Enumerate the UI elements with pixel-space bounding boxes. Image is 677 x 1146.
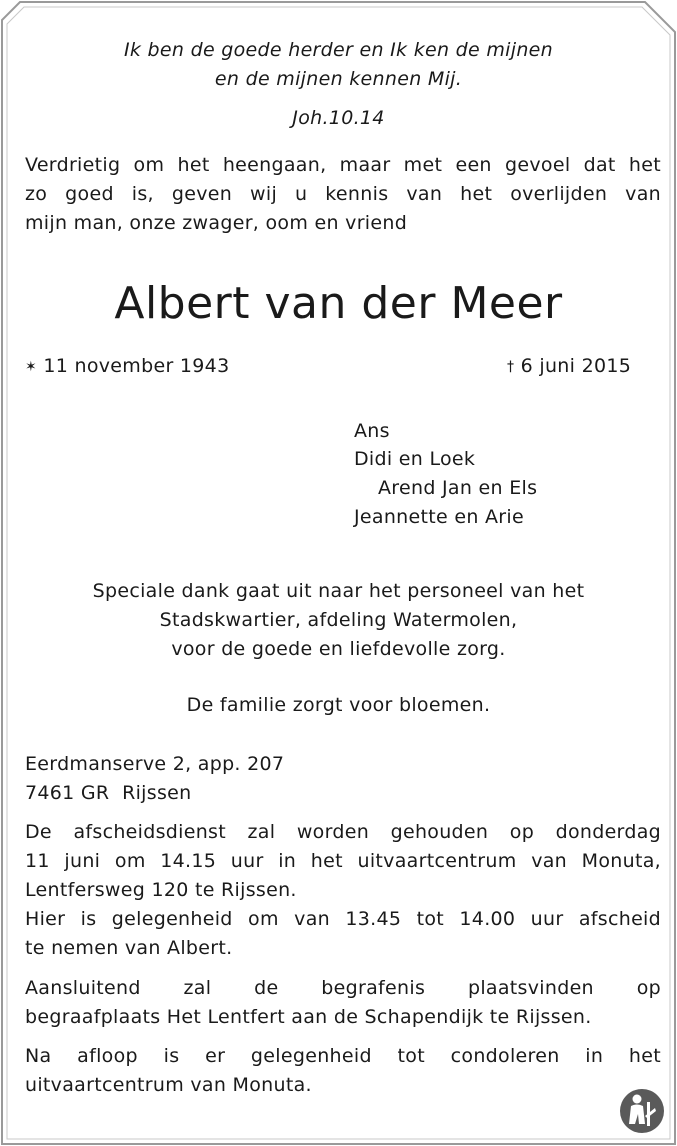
thanks-line: Speciale dank gaat uit naar het personeel van het bbox=[92, 580, 585, 602]
thanks-line: Stadskwartier, afdeling Watermolen, bbox=[159, 609, 518, 631]
condolence-line: uitvaartcentrum van Monuta. bbox=[25, 1074, 312, 1096]
family-member: Ans bbox=[354, 420, 390, 442]
service-line: De afscheidsdienst zal worden gehouden op donderdag bbox=[25, 821, 661, 843]
address-line-2: 7461 GR Rijssen bbox=[25, 782, 192, 804]
verse-line-2: en de mijnen kennen Mij. bbox=[214, 68, 463, 90]
flowers-note: De familie zorgt voor bloemen. bbox=[186, 694, 491, 716]
address-line-1: Eerdmanserve 2, app. 207 bbox=[25, 753, 285, 775]
thanks-line: voor de goede en liefdevolle zorg. bbox=[171, 638, 506, 660]
deceased-name: Albert van der Meer bbox=[114, 278, 563, 329]
service-line: 11 juni om 14.15 uur in het uitvaartcentrum van Monuta, bbox=[25, 850, 661, 872]
verse-line-1: Ik ben de goede herder en Ik ken de mijnen bbox=[124, 39, 553, 61]
farewell-line: te nemen van Albert. bbox=[25, 937, 233, 959]
publisher-logo-icon bbox=[617, 1086, 667, 1136]
intro-line: mijn man, onze zwager, oom en vriend bbox=[25, 212, 408, 234]
death-date-line bbox=[507, 352, 631, 382]
death-cross-icon: † bbox=[507, 359, 515, 375]
burial-line: begraafplaats Het Lentfert aan de Schapendijk te Rijssen. bbox=[25, 1006, 592, 1028]
family-member: Didi en Loek bbox=[354, 448, 476, 470]
family-member: Arend Jan en Els bbox=[378, 477, 538, 499]
birth-date: 11 november 1943 bbox=[43, 355, 230, 377]
service-line: Lentfersweg 120 te Rijssen. bbox=[25, 879, 297, 901]
intro-paragraph bbox=[25, 151, 661, 238]
burial-paragraph bbox=[25, 974, 661, 1032]
family-member: Jeannette en Arie bbox=[354, 506, 524, 528]
intro-line: zo goed is, geven wij u kennis van het overlijden van bbox=[25, 183, 661, 205]
death-date: 6 juni 2015 bbox=[520, 355, 632, 377]
condolence-line: Na afloop is er gelegenheid tot condoleren in het bbox=[25, 1045, 661, 1067]
birth-date-line bbox=[25, 352, 229, 382]
birth-star-icon: ✶ bbox=[25, 359, 38, 375]
service-paragraph bbox=[25, 818, 661, 963]
burial-line: Aansluitend zal de begrafenis plaatsvinden op bbox=[25, 977, 661, 999]
intro-line: Verdrietig om het heengaan, maar met een gevoel dat het bbox=[25, 154, 661, 176]
condolence-paragraph bbox=[25, 1042, 661, 1100]
farewell-line: Hier is gelegenheid om van 13.45 tot 14.00 uur afscheid bbox=[25, 908, 661, 930]
verse-reference: Joh.10.14 bbox=[292, 107, 385, 129]
